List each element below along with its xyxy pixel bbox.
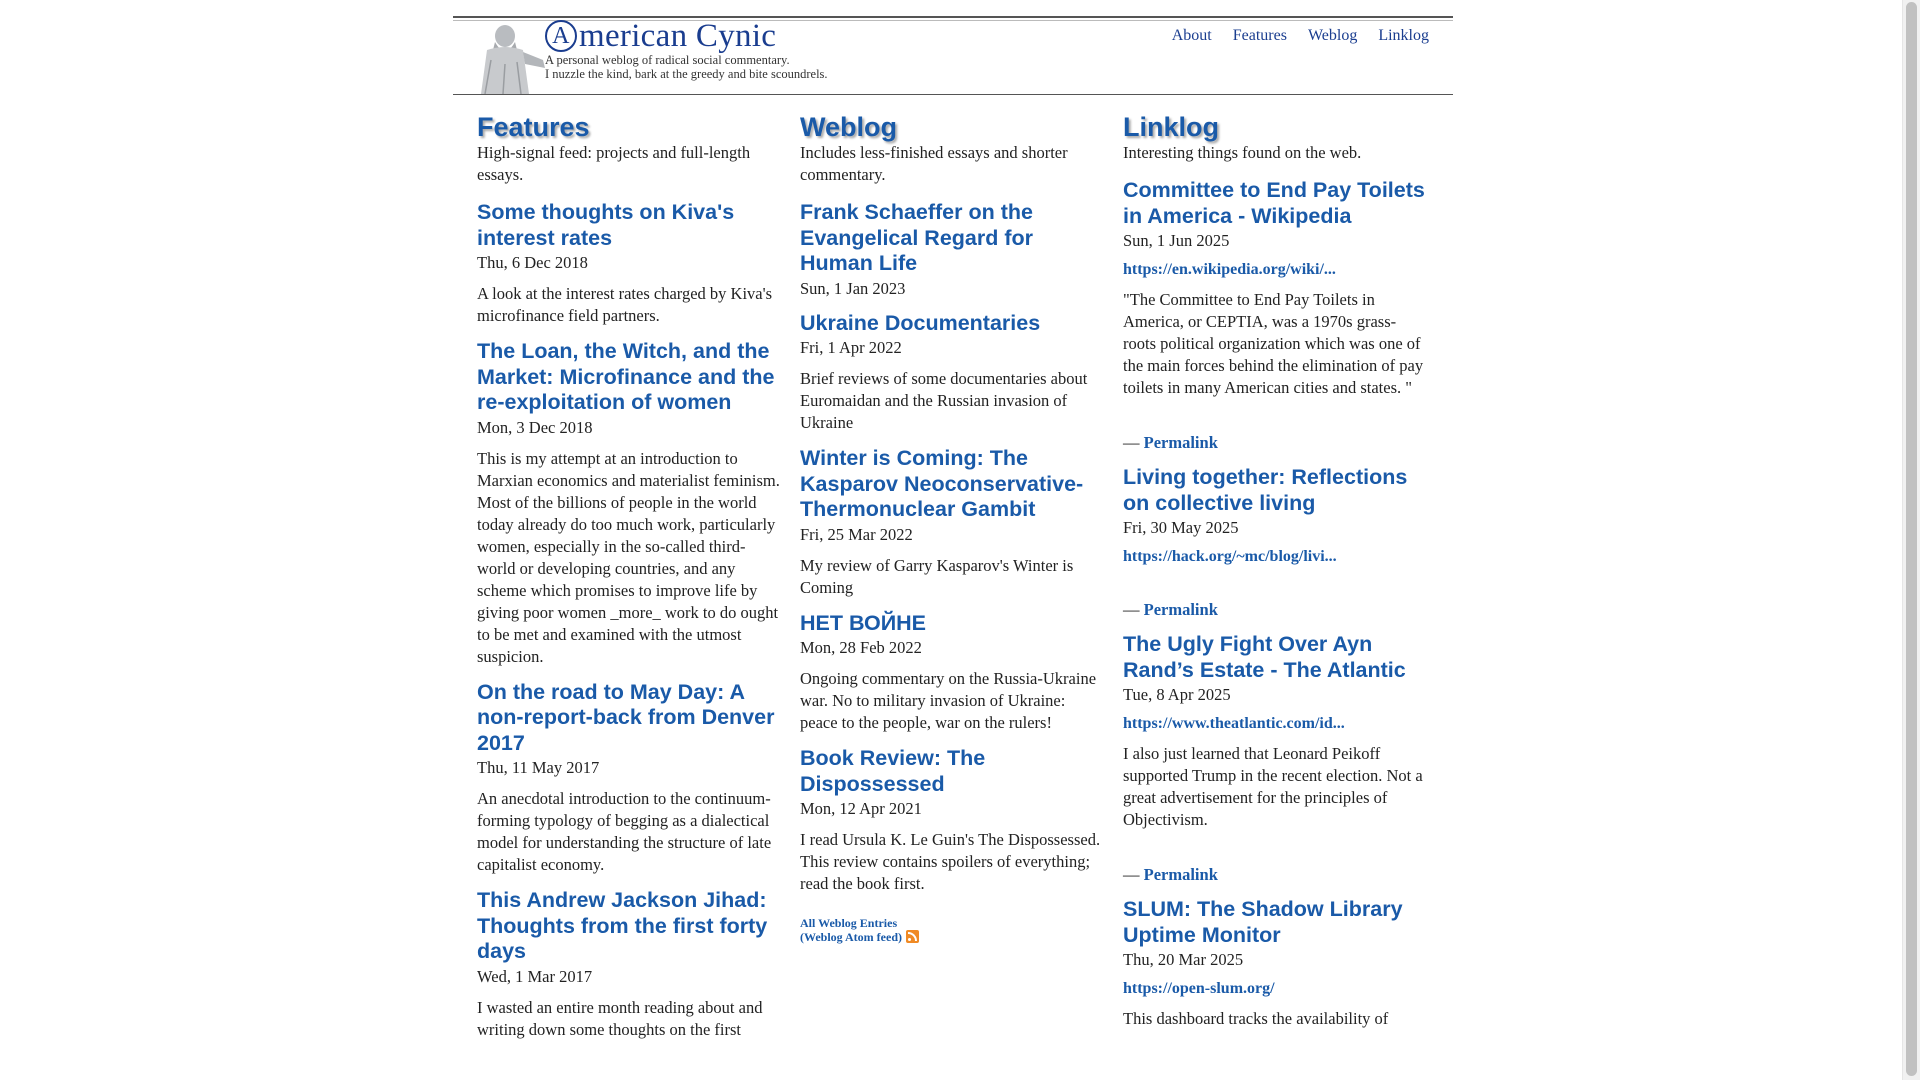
- entry-date: Fri, 1 Apr 2022: [800, 338, 902, 357]
- entry-date: Mon, 3 Dec 2018: [477, 417, 593, 437]
- weblog-description: Includes less-finished essays and shorter commentary.: [800, 143, 1068, 184]
- entry-date: Thu, 11 May 2017: [477, 758, 600, 777]
- main-nav: [1155, 27, 1429, 45]
- entry-date: Fri, 25 Mar 2022: [800, 524, 913, 544]
- linklog-heading[interactable]: Linklog: [1123, 112, 1219, 142]
- list-item: [800, 200, 1106, 299]
- list-item: [1123, 897, 1429, 1030]
- entry-summary: I wasted an entire month reading about and writing down some thoughts on the first: [477, 997, 763, 1039]
- tagline-line-1: A personal weblog of radical social commentary.: [545, 53, 790, 67]
- entry-summary: Ongoing commentary on the Russia-Ukraine war. No to military invasion of Ukraine: peace to the people, war on the rulers!: [800, 669, 1097, 732]
- entry-url-link[interactable]: https://hack.org/~mc/blog/livi...: [1123, 548, 1337, 565]
- linklog-description: Interesting things found on the web.: [1123, 143, 1362, 162]
- list-item: [477, 680, 783, 877]
- weblog-heading[interactable]: Weblog: [800, 112, 897, 142]
- entry-title-link[interactable]: НЕТ ВОЙНЕ: [800, 610, 927, 635]
- permalink-link[interactable]: Permalink: [1143, 600, 1218, 619]
- nav-linklog[interactable]: Linklog: [1378, 27, 1429, 44]
- entry-quote: "The Committee to End Pay Toilets in America, or CEPTIA, was a 1970s grass-roots political organization which was one of the main forces behind the elimination of pay toilets in many American cities and states. ": [1123, 290, 1424, 397]
- weblog-column: [800, 112, 1106, 946]
- entry-title-link[interactable]: Committee to End Pay Toilets in America - Wikipedia: [1123, 178, 1425, 228]
- list-item: [800, 746, 1106, 895]
- entry-date: Mon, 28 Feb 2022: [800, 638, 922, 657]
- list-item: [477, 888, 783, 1041]
- site-header: [453, 16, 1453, 95]
- entry-url-link[interactable]: https://en.wikipedia.org/wiki/...: [1123, 261, 1336, 278]
- site-name: merican Cynic: [579, 18, 777, 54]
- anarchy-a-icon: A: [545, 20, 577, 52]
- entry-date: Wed, 1 Mar 2017: [477, 966, 593, 986]
- list-item: [1123, 632, 1429, 885]
- entry-title-link[interactable]: The Loan, the Witch, and the Market: Microfinance and the re-exploitation of women: [477, 339, 775, 414]
- tagline-line-2: I nuzzle the kind, bark at the greedy and bite scoundrels.: [545, 66, 828, 81]
- entry-summary: My review of Garry Kasparov's Winter is Coming: [800, 555, 1074, 597]
- entry-title-link[interactable]: The Ugly Fight Over Ayn Rand’s Estate - The Atlantic: [1123, 632, 1406, 682]
- permalink-dash: —: [1123, 865, 1144, 884]
- nav-features[interactable]: Features: [1232, 27, 1287, 44]
- entry-date: Fri, 30 May 2025: [1123, 518, 1239, 537]
- entry-date: Mon, 12 Apr 2021: [800, 799, 922, 818]
- linklog-column: [1123, 112, 1429, 1042]
- entry-title-link[interactable]: Some thoughts on Kiva's interest rates: [477, 200, 735, 250]
- entry-summary: A look at the interest rates charged by Kiva's microfinance field partners.: [477, 284, 773, 325]
- entry-date: Thu, 20 Mar 2025: [1123, 950, 1244, 969]
- site-tagline: [545, 54, 828, 81]
- list-item: [800, 611, 1106, 735]
- entry-title-link[interactable]: On the road to May Day: A non-report-back from Denver 2017: [477, 679, 775, 755]
- entry-title-link[interactable]: Living together: Reflections on collective living: [1123, 465, 1408, 515]
- all-entries-label: All Weblog Entries: [800, 916, 898, 930]
- features-heading[interactable]: Features: [477, 112, 590, 142]
- atom-feed-label: (Weblog Atom feed): [800, 930, 902, 944]
- entry-quote: This dashboard tracks the availability of: [1123, 1009, 1389, 1028]
- entry-summary: This is my attempt at an introduction to Marxian economics and materialist feminism. Most of the billions of people in the world today already do too much work, particularly women, especially in the so-called third-world or developing countries, and any scheme which promises to improve life by giving poor women _more_ work to do ought to be met and examined with the utmost suspicion.: [477, 448, 780, 666]
- permalink-row: [1123, 433, 1429, 453]
- entry-summary: Brief reviews of some documentaries about Euromaidan and the Russian invasion of Ukraine: [800, 369, 1088, 432]
- permalink-dash: —: [1123, 433, 1144, 452]
- nav-about[interactable]: About: [1171, 27, 1212, 44]
- page: [453, 0, 1453, 1039]
- list-item: [1123, 465, 1429, 620]
- permalink-link[interactable]: Permalink: [1143, 865, 1218, 884]
- permalink-dash: —: [1123, 600, 1144, 619]
- entry-summary: An anecdotal introduction to the continuum-forming typology of begging as a dialectical model for understanding the structure of late capitalist economy.: [477, 789, 772, 874]
- features-description: High-signal feed: projects and full-length essays.: [477, 143, 751, 184]
- list-item: [477, 339, 783, 668]
- rss-feed-icon: [906, 930, 919, 943]
- list-item: [800, 446, 1106, 599]
- entry-date: Sun, 1 Jan 2023: [800, 278, 906, 298]
- entry-date: Sun, 1 Jun 2025: [1123, 231, 1230, 250]
- permalink-row: [1123, 600, 1429, 620]
- entry-summary: I read Ursula K. Le Guin's The Dispossessed. This review contains spoilers of everything; read the book first.: [800, 830, 1101, 893]
- all-weblog-entries-link[interactable]: [800, 917, 919, 944]
- scrollbar-thumb[interactable]: [1906, 2, 1917, 1076]
- entry-quote: I also just learned that Leonard Peikoff supported Trump in the recent election. Not a great advertisement for the principles of Objectivism.: [1123, 744, 1423, 829]
- list-item: [800, 311, 1106, 435]
- nav-weblog[interactable]: Weblog: [1307, 27, 1358, 44]
- entry-title-link[interactable]: Frank Schaeffer on the Evangelical Regard for Human Life: [800, 200, 1033, 275]
- entry-title-link[interactable]: Ukraine Documentaries: [800, 310, 1041, 335]
- entry-title-link[interactable]: Winter is Coming: The Kasparov Neoconservative-Thermonuclear Gambit: [800, 446, 1084, 521]
- entry-date: Thu, 6 Dec 2018: [477, 253, 588, 272]
- features-column: [477, 112, 783, 1053]
- list-item: [1123, 178, 1429, 453]
- diogenes-statue-image: [465, 20, 553, 94]
- entry-url-link[interactable]: https://open-slum.org/: [1123, 980, 1275, 997]
- permalink-row: [1123, 865, 1429, 885]
- list-item: [477, 200, 783, 327]
- site-logo[interactable]: [545, 18, 776, 55]
- entry-title-link[interactable]: SLUM: The Shadow Library Uptime Monitor: [1123, 897, 1403, 947]
- entry-title-link[interactable]: Book Review: The Dispossessed: [800, 746, 986, 796]
- scrollbar-track[interactable]: [1902, 0, 1920, 1080]
- entry-url-link[interactable]: https://www.theatlantic.com/id...: [1123, 715, 1345, 732]
- entry-title-link[interactable]: This Andrew Jackson Jihad: Thoughts from the first forty days: [477, 888, 768, 963]
- permalink-link[interactable]: Permalink: [1143, 433, 1218, 452]
- entry-date: Tue, 8 Apr 2025: [1123, 685, 1231, 704]
